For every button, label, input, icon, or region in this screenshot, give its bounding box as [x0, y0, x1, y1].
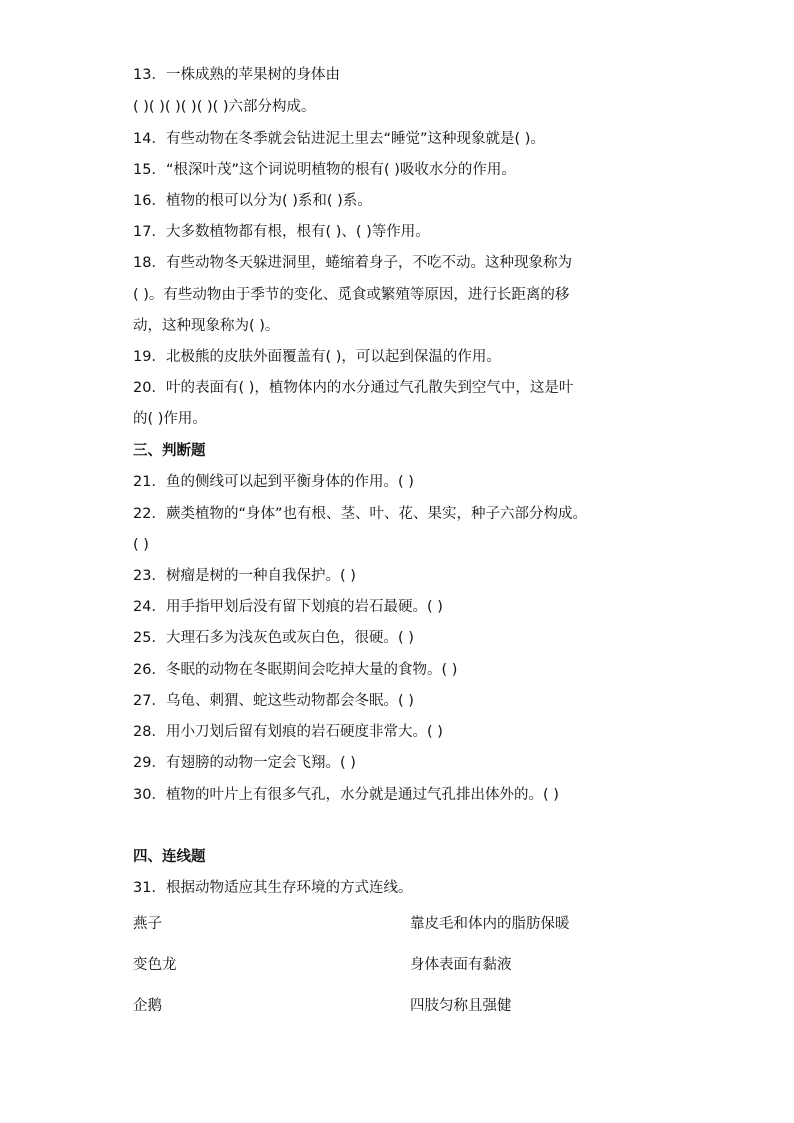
section-match-heading: 四、连线题	[133, 849, 206, 865]
question-15: 15．“根深叶茂”这个词说明植物的根有( )吸收水分的作用。	[133, 162, 516, 178]
question-18-line2: ( )。有些动物由于季节的变化、觅食或繁殖等原因，进行长距离的移	[133, 287, 570, 303]
section-judge-heading: 三、判断题	[133, 443, 206, 459]
match-left-item[interactable]: 变色龙	[133, 957, 177, 973]
match-right-item[interactable]: 四肢匀称且强健	[410, 998, 512, 1014]
question-22-line2: ( )	[133, 537, 149, 553]
match-right-item[interactable]: 身体表面有黏液	[410, 957, 512, 973]
question-20-line2: 的( )作用。	[133, 411, 207, 427]
question-17: 17．大多数植物都有根，根有( )、( )等作用。	[133, 224, 430, 240]
question-23: 23．树瘤是树的一种自我保护。( )	[133, 568, 356, 584]
question-19: 19．北极熊的皮肤外面覆盖有( )，可以起到保温的作用。	[133, 349, 501, 365]
question-20-line1: 20．叶的表面有( )，植物体内的水分通过气孔散失到空气中，这是叶	[133, 380, 574, 396]
question-18-line1: 18．有些动物冬天躲进洞里，蜷缩着身子，不吃不动。这种现象称为	[133, 255, 572, 271]
question-14: 14．有些动物在冬季就会钻进泥土里去“睡觉”这种现象就是( )。	[133, 131, 545, 147]
question-31: 31．根据动物适应其生存环境的方式连线。	[133, 880, 413, 896]
question-24: 24．用手指甲划后没有留下划痕的岩石最硬。( )	[133, 599, 443, 615]
question-16: 16．植物的根可以分为( )系和( )系。	[133, 193, 372, 209]
question-13-line2: ( )( )( )( )( )( )六部分构成。	[133, 99, 316, 115]
question-25: 25．大理石多为浅灰色或灰白色，很硬。( )	[133, 630, 414, 646]
question-29: 29．有翅膀的动物一定会飞翔。( )	[133, 755, 356, 771]
question-18-line3: 动，这种现象称为( )。	[133, 318, 280, 334]
question-30: 30．植物的叶片上有很多气孔，水分就是通过气孔排出体外的。( )	[133, 787, 559, 803]
question-22-line1: 22．蕨类植物的“身体”也有根、茎、叶、花、果实，种子六部分构成。	[133, 506, 587, 522]
match-right-item[interactable]: 靠皮毛和体内的脂肪保暖	[410, 916, 570, 932]
question-21: 21．鱼的侧线可以起到平衡身体的作用。( )	[133, 474, 414, 490]
question-27: 27．乌龟、刺猬、蛇这些动物都会冬眠。( )	[133, 693, 414, 709]
question-28: 28．用小刀划后留有划痕的岩石硬度非常大。( )	[133, 724, 443, 740]
question-13-line1: 13．一株成熟的苹果树的身体由	[133, 67, 340, 83]
question-26: 26．冬眠的动物在冬眠期间会吃掉大量的食物。( )	[133, 662, 458, 678]
match-left-item[interactable]: 燕子	[133, 916, 162, 932]
match-left-item[interactable]: 企鹅	[133, 998, 162, 1014]
